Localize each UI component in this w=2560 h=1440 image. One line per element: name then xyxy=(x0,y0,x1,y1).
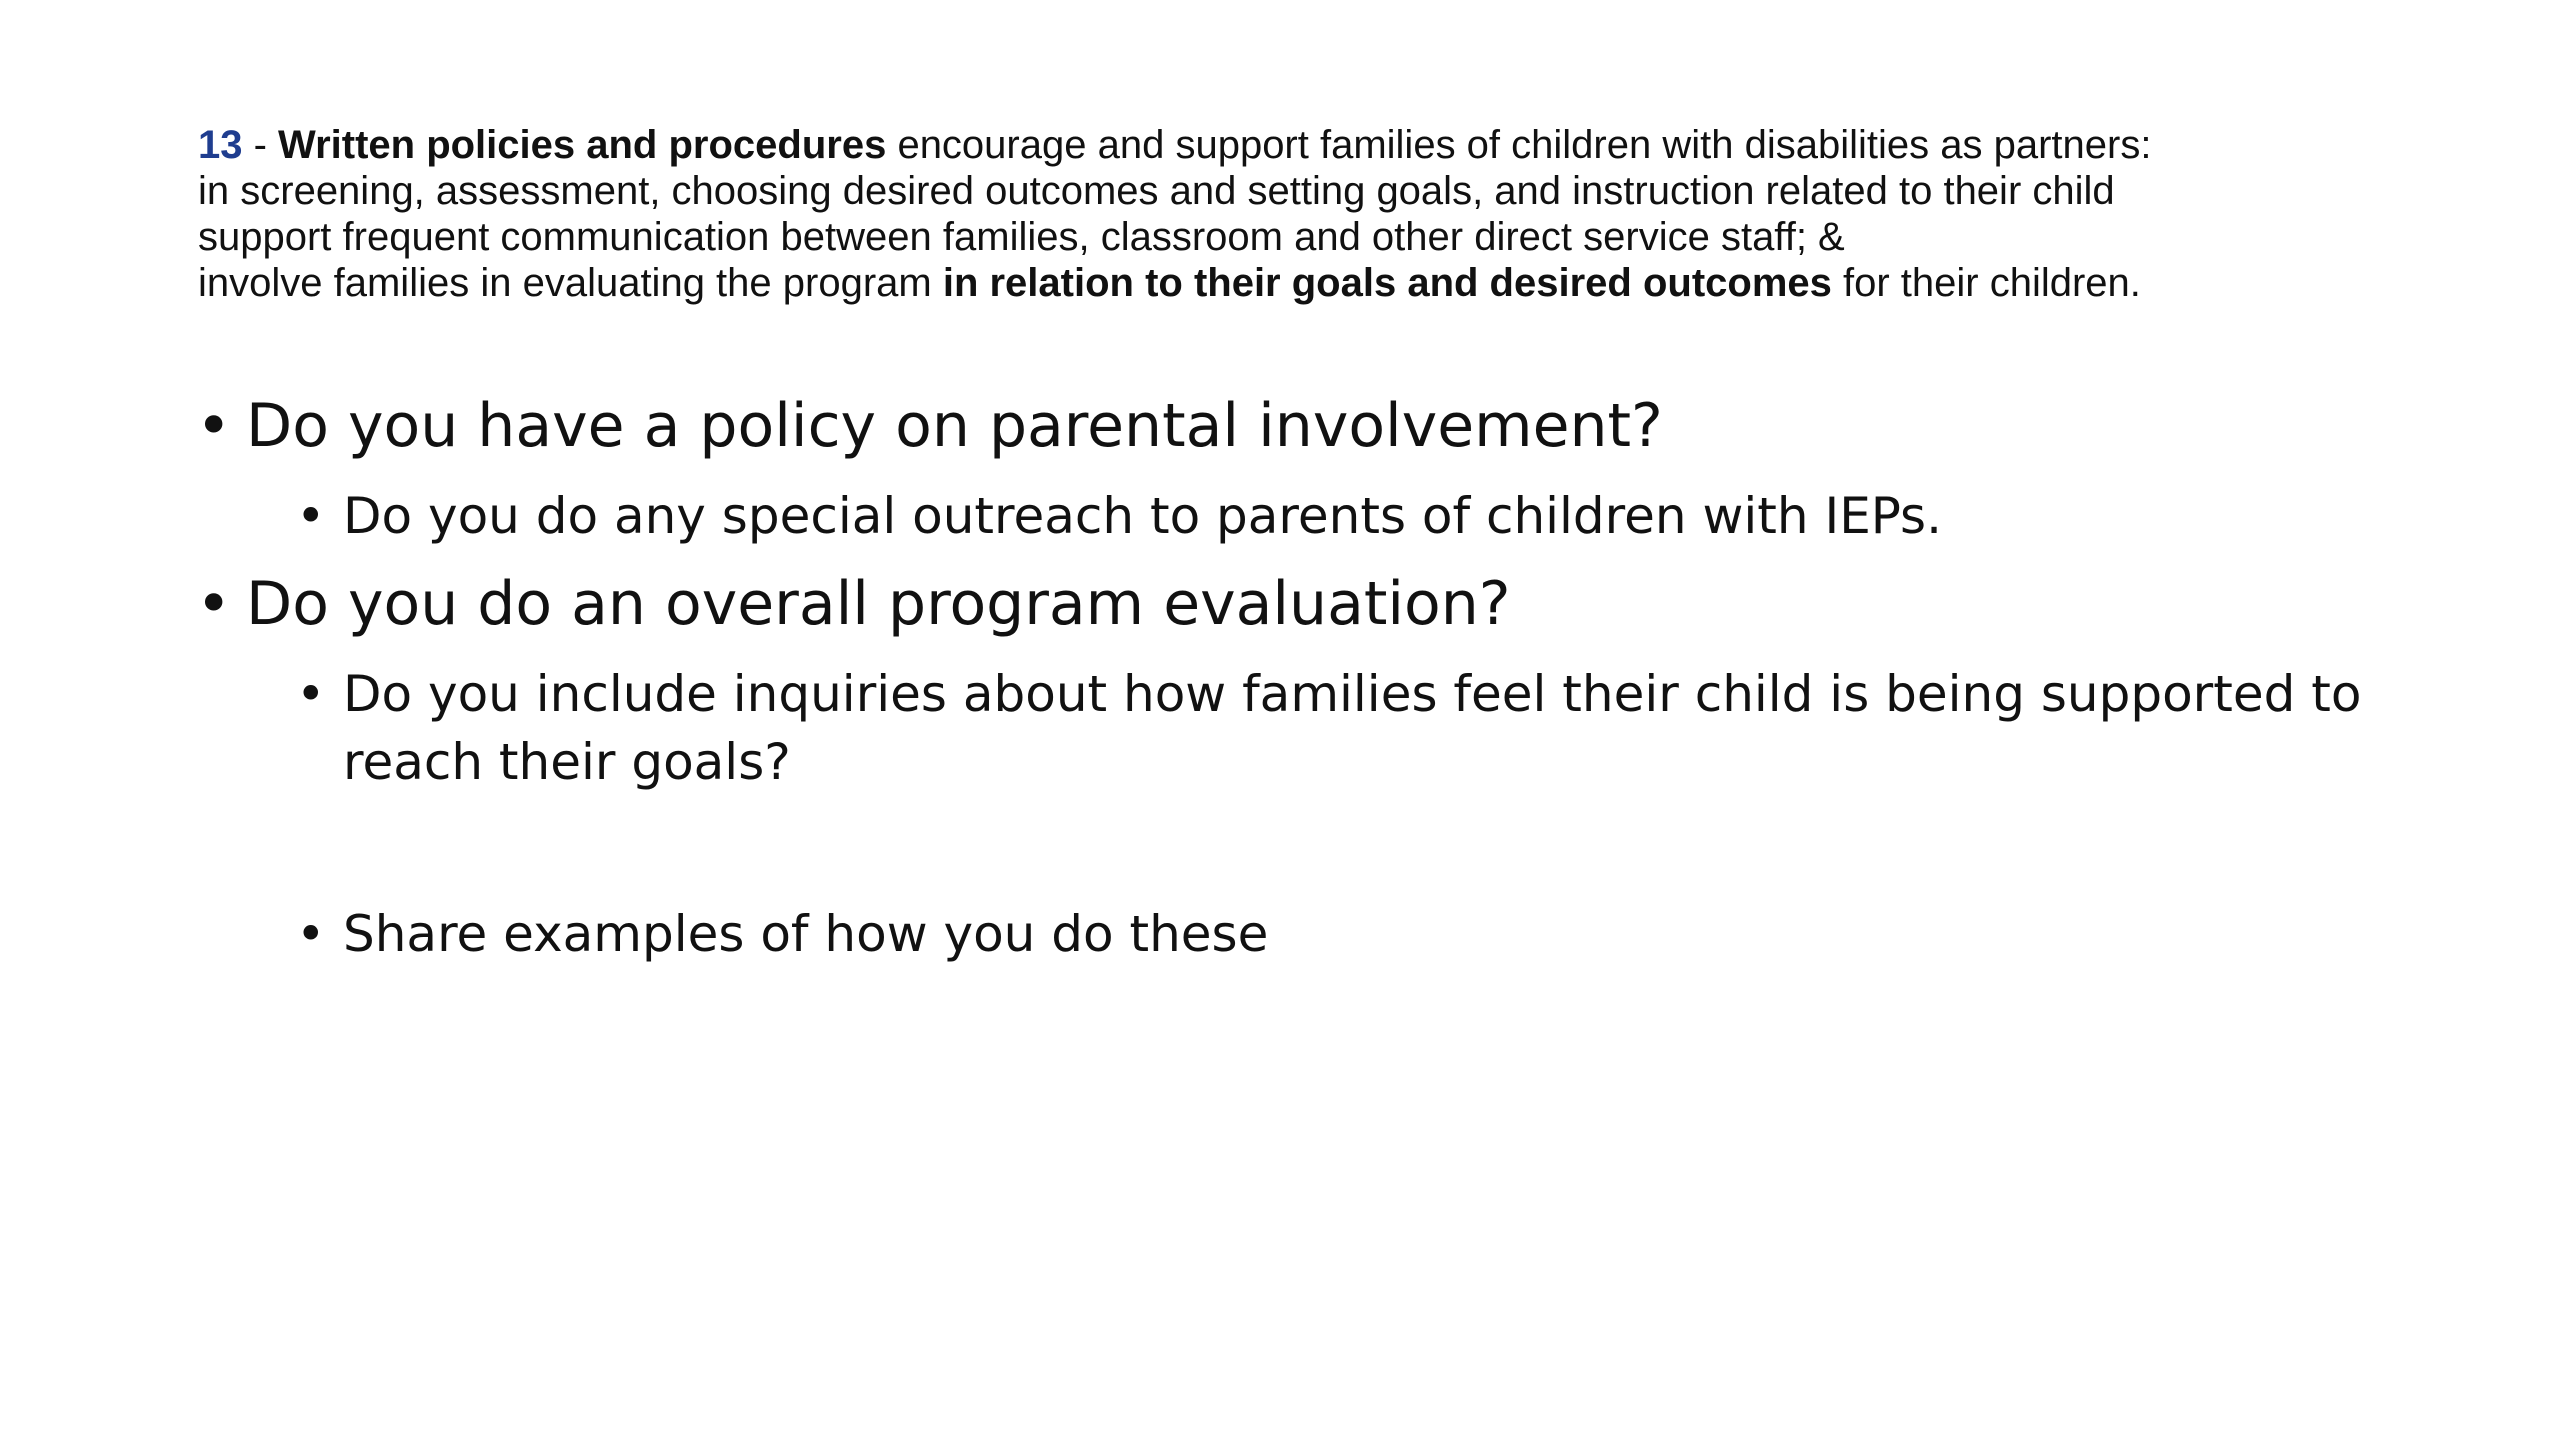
line4-start: involve families in evaluating the program xyxy=(198,261,943,305)
bullet-list xyxy=(196,388,2456,968)
sub-bullet-item-outreach xyxy=(196,482,2456,550)
bullet-marker: • xyxy=(196,391,232,461)
sub-bullet-text: Do you include inquiries about how families feel their child is being supported to reach their goals? xyxy=(343,665,2362,791)
sub-bullet-marker: • xyxy=(296,487,326,545)
bullet-text: Do you have a policy on parental involvement? xyxy=(246,391,1663,461)
sub-bullet-marker: • xyxy=(296,905,326,963)
heading-rest: encourage and support families of children with disabilities as partners: xyxy=(886,123,2152,167)
line4-end: for their children. xyxy=(1831,261,2141,305)
heading-bold: Written policies and procedures xyxy=(278,123,887,167)
standard-line-3: support frequent communication between families, classroom and other direct service staff; & xyxy=(198,215,1845,259)
sub-bullet-text: Do you do any special outreach to parents of children with IEPs. xyxy=(343,487,1942,545)
line4-bold: in relation to their goals and desired outcomes xyxy=(942,261,1832,305)
sub-bullet-marker: • xyxy=(296,665,326,723)
standard-line-2: in screening, assessment, choosing desired outcomes and setting goals, and instruction related to their child xyxy=(198,169,2115,213)
separator: - xyxy=(242,123,279,167)
bullet-item-policy xyxy=(196,388,2456,464)
standard-number: 13 xyxy=(198,123,243,167)
standard-description xyxy=(198,122,2438,306)
standard-line-4 xyxy=(198,260,2438,306)
sub-bullet-item-share xyxy=(196,900,2456,968)
standard-heading-line xyxy=(198,122,2438,168)
bullet-marker: • xyxy=(196,569,232,639)
sub-bullet-text: Share examples of how you do these xyxy=(343,905,1269,963)
bullet-item-evaluation xyxy=(196,566,2456,642)
sub-bullet-item-inquiries xyxy=(196,660,2456,796)
bullet-text: Do you do an overall program evaluation? xyxy=(246,569,1511,639)
